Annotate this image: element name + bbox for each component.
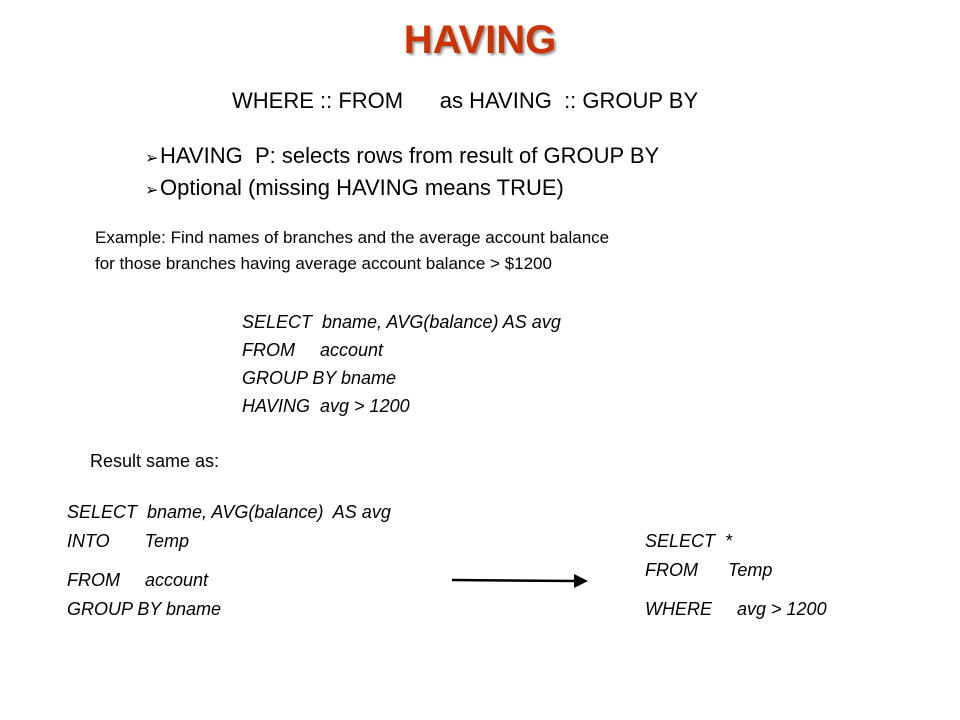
query-temp-select: SELECT * bbox=[645, 531, 733, 551]
query-into-select: SELECT bname, AVG(balance) AS avg bbox=[67, 502, 391, 522]
query-into-into: INTO Temp bbox=[67, 531, 190, 551]
bullet-having-predicate bbox=[145, 143, 659, 169]
example-line-2: for those branches having average account balance > $1200 bbox=[95, 254, 552, 273]
query-line: HAVING avg > 1200 bbox=[242, 396, 410, 416]
example-line-1: Example: Find names of branches and the average account balance bbox=[95, 228, 610, 247]
bullet-optional bbox=[145, 175, 564, 201]
query-line: SELECT bname, AVG(balance) AS avg bbox=[242, 312, 561, 332]
query-into-from: FROM account bbox=[67, 570, 209, 590]
subtitle-analogy: WHERE :: FROM as HAVING :: GROUP BY bbox=[232, 88, 699, 113]
query-temp-where: WHERE avg > 1200 bbox=[645, 599, 827, 619]
right-arrow-icon bbox=[450, 568, 590, 592]
example-description bbox=[95, 225, 609, 277]
result-label: Result same as: bbox=[90, 451, 220, 471]
arrowhead-bullet-icon: ➢ bbox=[145, 150, 159, 167]
slide-title: HAVING bbox=[403, 18, 557, 62]
bullet-text: Optional (missing HAVING means TRUE) bbox=[160, 175, 564, 200]
bullet-text: HAVING P: selects rows from result of GROUP BY bbox=[160, 143, 660, 168]
query-temp-from: FROM Temp bbox=[645, 560, 773, 580]
query-into-group: GROUP BY bname bbox=[67, 599, 222, 619]
query-line: GROUP BY bname bbox=[242, 368, 397, 388]
query-line: FROM account bbox=[242, 340, 384, 360]
arrowhead-bullet-icon: ➢ bbox=[145, 182, 159, 199]
query-having bbox=[242, 308, 561, 420]
